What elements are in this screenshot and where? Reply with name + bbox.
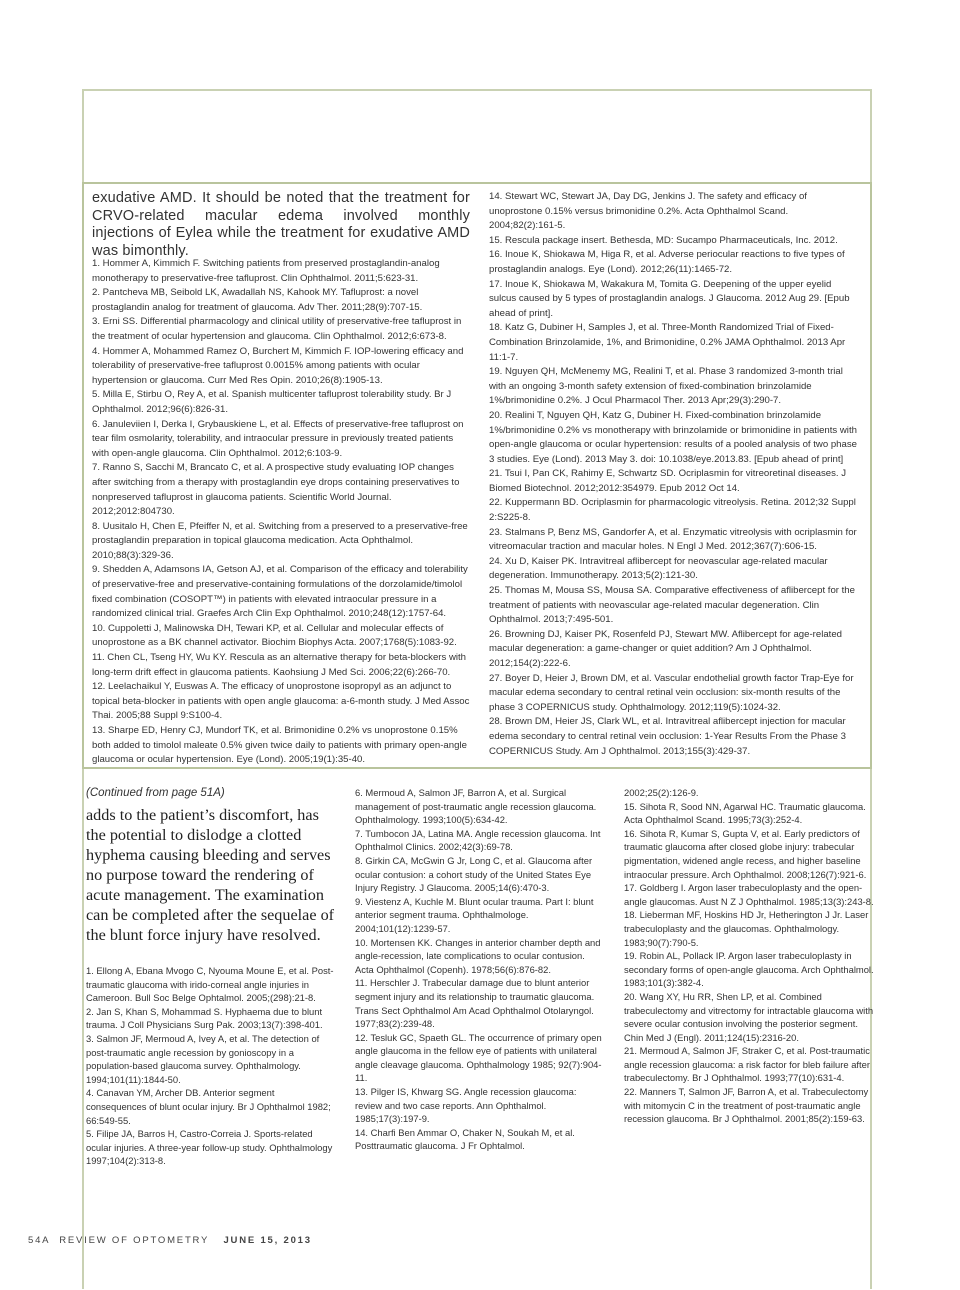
- page-number: 54A: [28, 1235, 51, 1246]
- bottom-references-col2: [355, 786, 605, 1153]
- reference-item: 16. Sihota R, Kumar S, Gupta V, et al. Early predictors of traumatic glaucoma after closed globe injury: trabecular pigmentation, widened angle recess, and higher baseline intraocular pressure. Arch Ophthalmol. 2008;126(7):921-6.: [624, 827, 867, 880]
- reference-item: 14. Stewart WC, Stewart JA, Day DG, Jenkins J. The safety and efficacy of unoprostone 0.15% versus brimonidine 0.2%. Acta Ophthalmol Scand. 2004;82(2):161-5.: [489, 191, 807, 232]
- reference-item: 12. Leelachaikul Y, Euswas A. The efficacy of unoprostone isopropyl as an adjunct to topical beta-blocker in patients with open angle glaucoma: a-6-month study. J Med Assoc Thai. 2005;88 Suppl 9:S100-4.: [92, 681, 470, 722]
- reference-item: 10. Mortensen KK. Changes in anterior chamber depth and angle-recession, late complications to ocular contusion. Acta Ophthalmol (Copenh). 1978;56(6):876-82.: [355, 936, 601, 975]
- reference-item: 15. Rescula package insert. Bethesda, MD: Sucampo Pharmaceuticals, Inc. 2012.: [489, 234, 838, 246]
- reference-item: 6. Mermoud A, Salmon JF, Barron A, et al. Surgical management of post-traumatic angle recession glaucoma. Ophthalmology. 1993;100(5):634-42.: [355, 787, 597, 826]
- reference-item: 19. Robin AL, Pollack IP. Argon laser trabeculoplasty in secondary forms of open-angle glaucoma. Arch Ophthalmol. 1983;101(3):382-4.: [624, 950, 874, 989]
- reference-item: 11. Chen CL, Tseng HY, Wu KY. Rescula as an alternative therapy for beta-blockers with long-term drift effect in glaucoma patients. Kaohsiung J Med Sci. 2006;22(6):266-70.: [92, 652, 467, 678]
- reference-item: 10. Cuppoletti J, Malinowska DH, Tewari KP, et al. Cellular and molecular effects of unoprostone as a BK channel activator. Biochim Biophys Acta. 2007;1768(5):1083-92.: [92, 622, 457, 649]
- reference-item: 4. Canavan YM, Archer DB. Anterior segment consequences of blunt ocular injury. Br J Ophthalmol 1982; 66:549-55.: [86, 1087, 331, 1126]
- body-paragraph: adds to the patient’s discomfort, has the potential to dislodge a clotted hyphema causing bleeding and serves no purpose toward the rendering of acute management. The examination can be completed after the sequelae of the blunt force injury have resolved.: [86, 806, 335, 944]
- reference-item: 3. Salmon JF, Mermoud A, Ivey A, et al. The detection of post-traumatic angle recession by gonioscopy in a population-based glaucoma survey. Ophthalmology. 1994;101(11):1844-50.: [86, 1032, 320, 1085]
- lead-paragraph: exudative AMD. It should be noted that the treatment for CRVO-related macular edema involved monthly injections of Eylea while the treatment for exudative AMD was bimonthly.: [92, 190, 470, 259]
- reference-item: 5. Filipe JA, Barros H, Castro-Correia J. Sports-related ocular injuries. A three-year follow-up study. Ophthalmology 1997;104(2):313-8.: [86, 1128, 333, 1167]
- reference-item: 20. Wang XY, Hu RR, Shen LP, et al. Combined trabeculectomy and vitrectomy for intractable glaucoma with severe ocular contusion involving the posterior segment. Chin Med J (Engl). 2011;124(15):2316-20.: [624, 990, 874, 1043]
- reference-item: 4. Hommer A, Mohammed Ramez O, Burchert M, Kimmich F. IOP-lowering efficacy and tolerability of preservative-free tafluprost 0.0015% among patients with ocular hypertension or glaucoma. Curr Med Res Opin. 2010;26(8):1905-13.: [92, 345, 464, 386]
- reference-item: 22. Manners T, Salmon JF, Barron A, et al. Trabeculectomy with mitomycin C in the treatment of post-traumatic angle recession glaucoma. Br J Ophthalmol. 2001;85(2):159-63.: [624, 1086, 869, 1125]
- reference-item: 1. Ellong A, Ebana Mvogo C, Nyouma Moune E, et al. Post-traumatic glaucoma with irido-corneal angle injuries in Cameroon. Bull Soc Belge Ophtalmol. 2005;(298):21-8.: [86, 965, 334, 1004]
- reference-item: 20. Realini T, Nguyen QH, Katz G, Dubiner H. Fixed-combination brinzolamide 1%/brimonidine 0.2% vs monotherapy with brinzolamide or brimonidine in patients with open-angle glaucoma or ocular hypertension: results of a pooled analysis of two phase 3 studies. Eye (Lond). 2013 May 3. doi: 10.1038/eye.2013.83. [Epub ahead of print]: [489, 409, 857, 465]
- top-references-left: [92, 257, 470, 768]
- reference-item: 18. Katz G, Dubiner H, Samples J, et al. Three-Month Randomized Trial of Fixed-Combination Brinzolamide, 1%, and Brimonidine, 0.2% JAMA Ophthalmol. 2013 Apr 11:1-7.: [489, 322, 846, 363]
- reference-item: 8. Uusitalo H, Chen E, Pfeiffer N, et al. Switching from a preserved to a preservative-free prostaglandin preparation in topical glaucoma medication. Acta Ophthalmol. 2010;88(3):329-36.: [92, 520, 468, 561]
- reference-item: 25. Thomas M, Mousa SS, Mousa SA. Comparative effectiveness of aflibercept for the treatment of patients with neovascular age-related macular degeneration. Clin Ophthalmol. 2013;7:495-501.: [489, 585, 855, 626]
- reference-item: 26. Browning DJ, Kaiser PK, Rosenfeld PJ, Stewart MW. Aflibercept for age-related macular degeneration: a game-changer or quiet addition? Am J Ophthalmol. 2012;154(2):222-6.: [489, 628, 842, 669]
- reference-item: 21. Tsui I, Pan CK, Rahimy E, Schwartz SD. Ocriplasmin for vitreoretinal diseases. J Biomed Biotechnol. 2012;2012:354979. Epub 2012 Oct 14.: [489, 468, 847, 494]
- reference-item: 13. Pilger IS, Khwarg SG. Angle recession glaucoma: review and two case reports. Ann Ophthalmol. 1985;17(3):197-9.: [355, 1086, 577, 1125]
- reference-item: 6. Januleviien I, Derka I, Grybauskiene L, et al. Effects of preservative-free tafluprost on tear film osmolarity, tolerability, and intraocular pressure in previously treated patients with open-angle glaucoma. Clin Ophthalmol. 2012;6:103-9.: [92, 418, 464, 459]
- issue-date: JUNE 15, 2013: [223, 1235, 312, 1246]
- reference-item: 28. Brown DM, Heier JS, Clark WL, et al. Intravitreal aflibercept injection for macular edema secondary to central retinal vein occlusion: 1-Year Results From the Phase 3 COPERNICUS Study. Am J Ophthalmol. 2013;155(3):429-37.: [489, 716, 846, 757]
- reference-item: 24. Xu D, Kaiser PK. Intravitreal aflibercept for neovascular age-related macular degeneration. Immunotherapy. 2013;5(2):121-30.: [489, 555, 828, 582]
- reference-item: 21. Mermoud A, Salmon JF, Straker C, et al. Post-traumatic angle recession glaucoma: a risk factor for bleb failure after trabeculectomy. Br J Ophthalmol. 1993;77(10):631-4.: [624, 1045, 870, 1084]
- reference-item: 16. Inoue K, Shiokawa M, Higa R, et al. Adverse periocular reactions to five types of prostaglandin analogs. Eye (Lond). 2012;26(11):1465-72.: [489, 249, 845, 275]
- reference-item: 27. Boyer D, Heier J, Brown DM, et al. Vascular endothelial growth factor Trap-Eye for macular edema secondary to central retinal vein occlusion: six-month results of the phase 3 COPERNICUS study. Ophthalmology. 2012;119(5):1024-32.: [489, 672, 854, 713]
- reference-item: 2002;25(2):126-9.: [624, 787, 699, 798]
- reference-item: 1. Hommer A, Kimmich F. Switching patients from preserved prostaglandin-analog monotherapy to preservative-free tafluprost. Clin Ophthalmol. 2011;5:623-31.: [92, 258, 440, 284]
- bottom-references-col1: [86, 964, 336, 1168]
- reference-item: 13. Sharpe ED, Henry CJ, Mundorf TK, et al. Brimonidine 0.2% vs unoprostone 0.15% both added to timolol maleate 0.5% given twice daily to patients with primary open-angle glaucoma or ocular hypertension. Eye (Lond). 2005;19(1):35-40.: [92, 725, 467, 766]
- reference-item: 2. Pantcheva MB, Seibold LK, Awadallah NS, Kahook MY. Tafluprost: a novel prostaglandin analog for treatment of glaucoma. Adv Ther. 2011;28(9):707-15.: [92, 287, 423, 313]
- reference-item: 18. Lieberman MF, Hoskins HD Jr, Hetherington J Jr. Laser trabeculoplasty and the glaucomas. Ophthalmology. 1983;90(7):790-5.: [624, 909, 869, 948]
- reference-item: 9. Viestenz A, Kuchle M. Blunt ocular trauma. Part I: blunt anterior segment trauma. Ophthalmologe. 2004;101(12):1239-57.: [355, 895, 594, 934]
- publication-name: REVIEW OF OPTOMETRY: [59, 1235, 210, 1246]
- reference-item: 3. Erni SS. Differential pharmacology and clinical utility of preservative-free tafluprost in the treatment of ocular hypertension and glaucoma. Clin Ophthalmol. 2012;6:673-8.: [92, 316, 462, 342]
- reference-item: 14. Charfi Ben Ammar O, Chaker N, Soukah M, et al. Posttraumatic glaucoma. J Fr Ophtalmol.: [355, 1126, 575, 1152]
- reference-item: 11. Herschler J. Trabecular damage due to blunt anterior segment injury and its relationship to traumatic glaucoma. Trans Sect Ophthalmol Am Acad Ophthalmol Otolaryngol. 1977;83(2):239-48.: [355, 977, 595, 1030]
- bottom-references-col3: [624, 786, 876, 1126]
- continued-label: (Continued from page 51A): [86, 787, 225, 799]
- reference-item: 17. Inoue K, Shiokawa M, Wakakura M, Tomita G. Deepening of the upper eyelid sulcus caused by 5 types of prostaglandin analogs. J Glaucoma. 2012 Aug 29. [Epub ahead of print].: [489, 278, 850, 319]
- reference-item: 7. Tumbocon JA, Latina MA. Angle recession glaucoma. Int Ophthalmol Clinics. 2002;42(3):69-78.: [355, 827, 601, 853]
- reference-item: 7. Ranno S, Sacchi M, Brancato C, et al. A prospective study evaluating IOP changes after switching from a therapy with prostaglandin eye drops containing preservatives to nonpreserved tafluprost in glaucoma patients. Scientific World Journal. 2012;2012:804730.: [92, 462, 460, 518]
- reference-item: 9. Shedden A, Adamsons IA, Getson AJ, et al. Comparison of the efficacy and tolerability of preservative-free and preservative-containing formulations of the dorzolamide/timolol fixed combination (COSOPT™) in patients with elevated intraocular pressure in a randomized clinical trial. Graefes Arch Clin Exp Ophthalmol. 2010;248(12):1757-64.: [92, 564, 468, 620]
- reference-item: 19. Nguyen QH, McMenemy MG, Realini T, et al. Phase 3 randomized 3-month trial with an ongoing 3-month safety extension of fixed-combination brinzolamide 1%/brimonidine 0.2%. J Ocul Pharmacol Ther. 2013 Apr;29(3):290-7.: [489, 366, 843, 407]
- page-footer: [28, 1235, 312, 1246]
- reference-item: 5. Milla E, Stirbu O, Rey A, et al. Spanish multicenter tafluprost tolerability study. Br J Ophthalmol. 2012;96(6):826-31.: [92, 389, 452, 415]
- top-references-right: [489, 190, 857, 759]
- reference-item: 17. Goldberg I. Argon laser trabeculoplasty and the open-angle glaucomas. Aust N Z J Ophthalmol. 1985;13(3):243-8.: [624, 882, 874, 907]
- reference-item: 23. Stalmans P, Benz MS, Gandorfer A, et al. Enzymatic vitreolysis with ocriplasmin for vitreomacular traction and macular holes. N Engl J Med. 2012;367(7):606-15.: [489, 526, 857, 553]
- reference-item: 2. Jan S, Khan S, Mohammad S. Hyphaema due to blunt trauma. J Coll Physicians Surg Pak. 2003;13(7):398-401.: [86, 1005, 323, 1031]
- reference-item: 22. Kuppermann BD. Ocriplasmin for pharmacologic vitreolysis. Retina. 2012;32 Suppl 2:S225-8.: [489, 497, 856, 524]
- reference-item: 8. Girkin CA, McGwin G Jr, Long C, et al. Glaucoma after ocular contusion: a cohort study of the United States Eye Injury Registry. J Glaucoma. 2005;14(6):470-3.: [355, 854, 593, 894]
- reference-item: 12. Tesluk GC, Spaeth GL. The occurrence of primary open angle glaucoma in the fellow eye of patients with unilateral angle cleavage glaucoma. Ophthalmology 1985; 92(7):904-11.: [355, 1031, 602, 1084]
- reference-item: 15. Sihota R, Sood NN, Agarwal HC. Traumatic glaucoma. Acta Ophthalmol Scand. 1995;73(3):252-4.: [624, 800, 866, 826]
